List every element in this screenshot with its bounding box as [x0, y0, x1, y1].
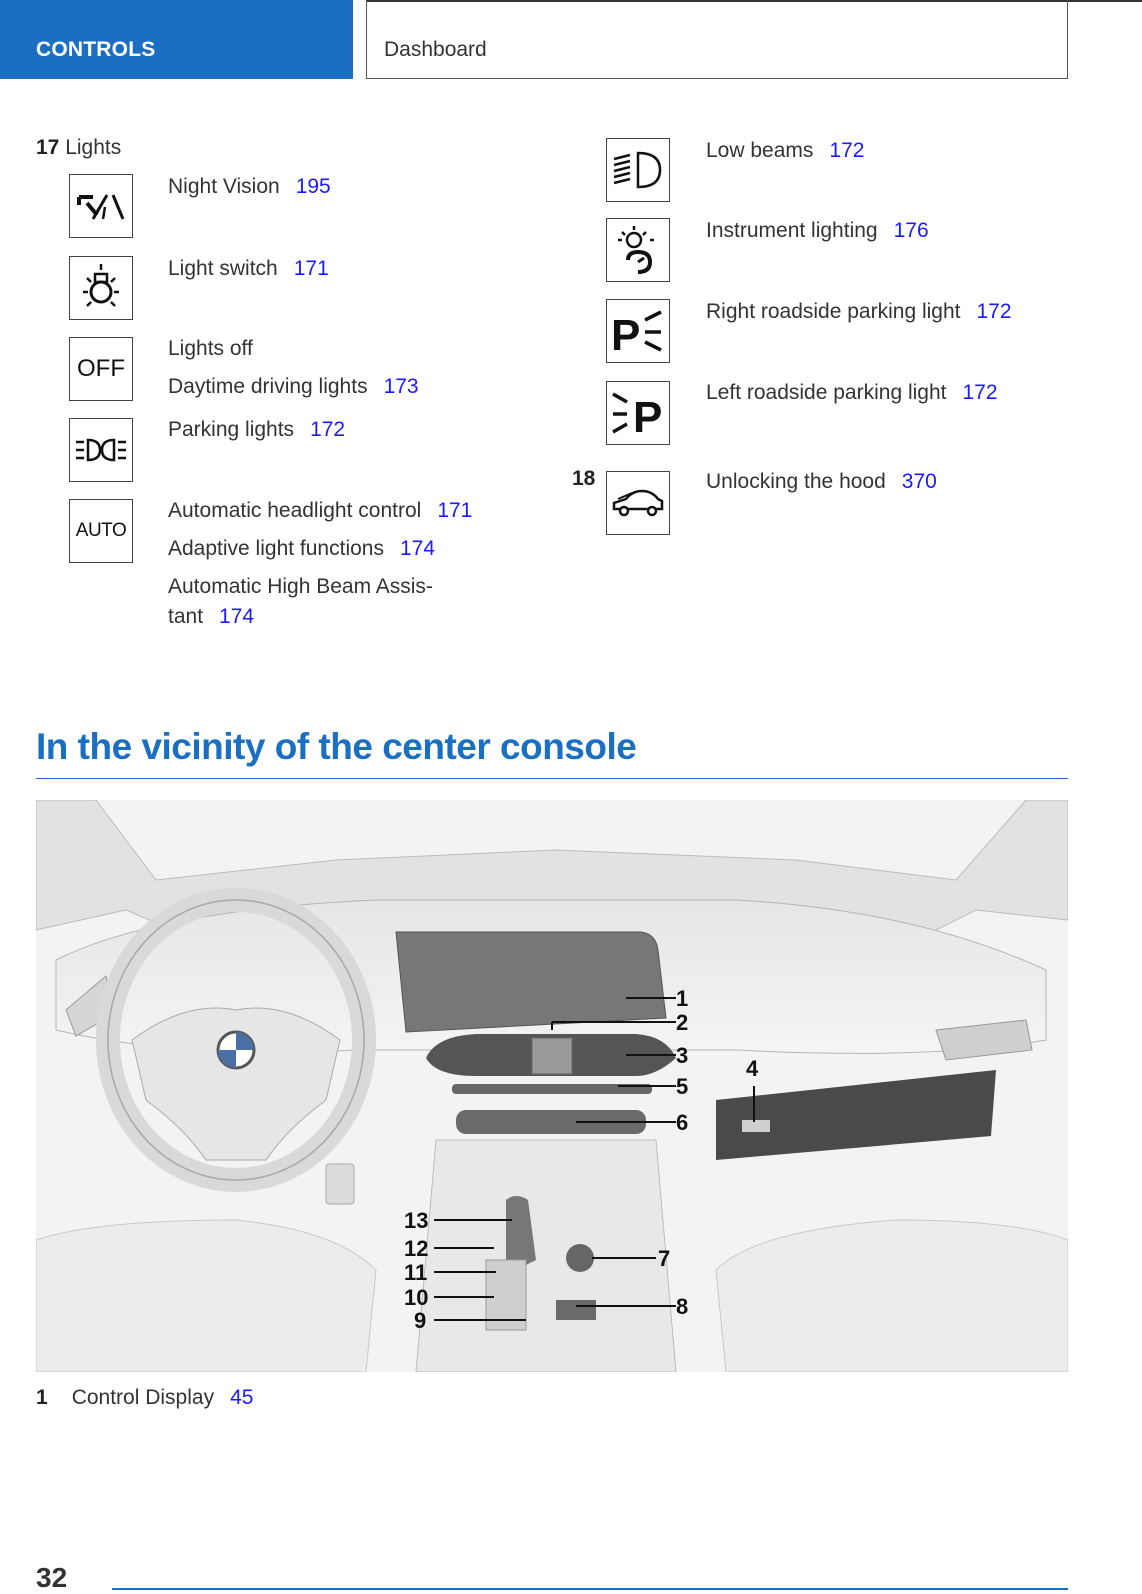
callout-8: 8	[676, 1294, 689, 1319]
heading-rule	[36, 778, 1068, 779]
entry-unlock-hood[interactable]: Unlocking the hood 370	[706, 470, 937, 493]
callout-1: 1	[676, 986, 689, 1011]
entry-parking-lights[interactable]: Parking lights 172	[168, 418, 346, 441]
auto-icon: AUTO	[69, 499, 133, 563]
callout-3: 3	[676, 1043, 689, 1068]
left-parking-light-icon	[606, 381, 670, 445]
page-ref[interactable]: 176	[893, 219, 929, 242]
page-ref[interactable]: 172	[962, 381, 998, 404]
callout-5: 5	[676, 1074, 689, 1099]
page-ref[interactable]: 195	[295, 175, 331, 198]
entry-left-parking[interactable]: Left roadside parking light 172	[706, 381, 998, 404]
dashboard-drawing	[36, 800, 1068, 1372]
callout-9: 9	[414, 1308, 427, 1333]
dashboard-illustration	[36, 800, 1068, 1372]
page-ref[interactable]: 171	[293, 257, 329, 280]
page-number: 32	[36, 1562, 68, 1593]
low-beams-icon	[606, 138, 670, 202]
section-tab	[0, 0, 353, 79]
page-ref[interactable]: 172	[976, 300, 1012, 323]
entry-auto-headlight[interactable]: Automatic headlight control 171	[168, 499, 473, 522]
callout-6: 6	[676, 1110, 689, 1135]
entry-daytime-lights[interactable]: Daytime driving lights 173	[168, 375, 419, 398]
page-ref[interactable]: 172	[829, 139, 865, 162]
right-parking-light-icon	[606, 299, 670, 363]
section-title: CONTROLS	[36, 38, 156, 61]
night-vision-icon	[69, 174, 133, 238]
page-ref[interactable]: 174	[399, 537, 436, 560]
entry-night-vision[interactable]: Night Vision 195	[168, 175, 331, 198]
page-ref[interactable]: 370	[901, 470, 937, 493]
item-label: Lights	[65, 136, 122, 159]
callout-13: 13	[404, 1208, 429, 1233]
page-ref[interactable]: 172	[310, 418, 346, 441]
entry-instrument-lighting[interactable]: Instrument lighting 176	[706, 219, 929, 242]
callout-4: 4	[746, 1056, 759, 1081]
parking-lights-icon	[69, 418, 133, 482]
page-ref[interactable]: 174	[219, 605, 255, 628]
page-ref[interactable]: 173	[383, 375, 419, 398]
light-switch-icon	[69, 256, 133, 320]
subsection-header	[366, 0, 1068, 79]
page-ref[interactable]: 171	[437, 499, 473, 522]
footer-rule	[112, 1588, 1068, 1590]
callout-11: 11	[404, 1260, 428, 1285]
item-number: 17	[36, 136, 60, 159]
section-heading: In the vicinity of the center console	[36, 726, 637, 767]
item-18-label: 18	[572, 467, 596, 490]
subsection-title: Dashboard	[384, 38, 487, 61]
svg-text:P: P	[633, 393, 663, 438]
callout-10: 10	[404, 1285, 429, 1310]
instrument-lighting-icon	[606, 218, 670, 282]
entry-light-switch[interactable]: Light switch 171	[168, 257, 329, 280]
entry-lights-off: Lights off	[168, 337, 253, 360]
entry-adaptive-light[interactable]: Adaptive light functions 174	[168, 537, 436, 560]
callout-2: 2	[676, 1010, 689, 1035]
item-17-label	[36, 136, 121, 160]
hood-icon	[606, 471, 670, 535]
entry-high-beam-line2[interactable]: tant 174	[168, 605, 255, 628]
callout-7: 7	[658, 1246, 671, 1271]
off-icon: OFF	[69, 337, 133, 401]
page-ref[interactable]: 45	[230, 1386, 254, 1409]
figure-caption[interactable]: 1 Control Display 45	[36, 1386, 254, 1409]
entry-low-beams[interactable]: Low beams 172	[706, 139, 865, 162]
callout-12: 12	[404, 1236, 429, 1261]
entry-right-parking[interactable]: Right roadside parking light 172	[706, 300, 1012, 323]
svg-text:P: P	[611, 311, 641, 356]
entry-high-beam-line1: Automatic High Beam Assis-	[168, 575, 433, 598]
